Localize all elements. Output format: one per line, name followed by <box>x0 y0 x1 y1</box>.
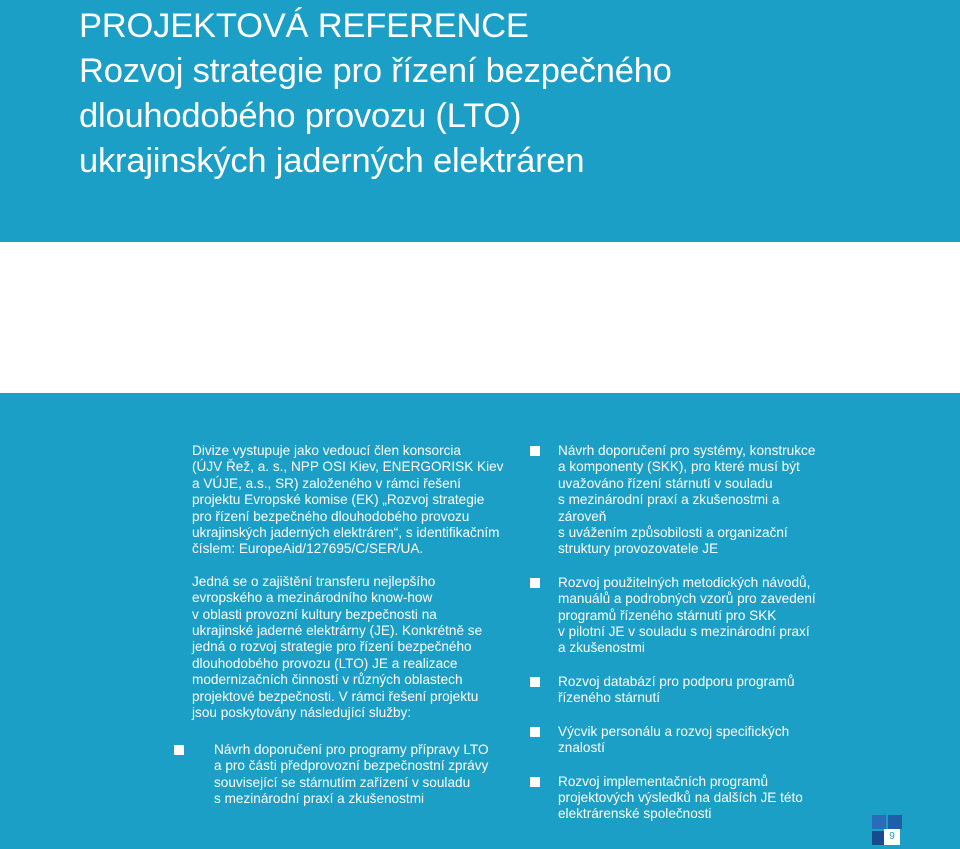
bullet-square-icon <box>530 677 540 687</box>
title-line: ukrajinských jaderných elektráren <box>79 142 585 180</box>
list-item <box>536 443 826 558</box>
intro-paragraph: Divize vystupuje jako vedoucí člen konsorcia (ÚJV Řež, a. s., NPP OSI Kiev, ENERGORISK Kiev a VÚJE, a.s., SR) založeného v rámci řešení projektu Evropské komise (EK) „Rozvoj strategie pro řízení bezpečného dlouhodobého provozu ukrajinských jaderných elektráren“, s identifikačním číslem: EuropeAid/127695/C/SER/UA. <box>192 443 504 557</box>
list-item-text: Návrh doporučení pro programy přípravy LTO a pro části předprovozní bezpečnostní zprávy související se stárnutím zařízení v souladu s mezinárodní praxí a zkušenostmi <box>214 742 489 807</box>
bullet-square-icon <box>174 745 184 755</box>
list-item-text: Rozvoj databází pro podporu programů řízeného stárnutí <box>558 673 795 706</box>
detail-paragraph: Jedná se o zajištění transferu nejlepšího evropského a mezinárodního know-how v oblasti provozní kultury bezpečnosti na ukrajinské jaderné elektrárny (JE). Konkrétně se jedná o rozvoj strategie pro řízení bezpečného dlouhodobého provozu (LTO) JE a realizace modernizačních činností v různých oblastech projektové bezpečnosti. V rámci řešení projektu jsou poskytovány následující služby: <box>192 573 483 721</box>
logo-block <box>888 815 902 829</box>
logo-block <box>872 815 886 829</box>
left-bullet-list <box>192 742 522 808</box>
list-item <box>192 742 522 808</box>
list-item-text: Výcvik personálu a rozvoj specifických znalostí <box>558 723 790 756</box>
list-item <box>536 724 826 757</box>
list-item <box>536 774 826 823</box>
white-band <box>0 242 960 393</box>
title-line: Rozvoj strategie pro řízení bezpečného <box>79 52 672 90</box>
bullet-square-icon <box>530 727 540 737</box>
bullet-square-icon <box>530 578 540 588</box>
title-line: dlouhodobého provozu (LTO) <box>79 97 522 135</box>
bullet-square-icon <box>530 777 540 787</box>
bullet-square-icon <box>530 446 540 456</box>
left-column <box>192 443 512 722</box>
title-line: PROJEKTOVÁ REFERENCE <box>79 7 529 45</box>
list-item <box>536 674 826 707</box>
right-bullet-list <box>536 443 826 840</box>
page-number: 9 <box>884 829 900 845</box>
list-item <box>536 575 826 657</box>
list-item-text: Rozvoj implementačních programů projektových výsledků na dalších JE této elektrárenské společnosti <box>558 773 803 822</box>
list-item-text: Návrh doporučení pro systémy, konstrukce a komponenty (SKK), pro které musí být uvažováno řízení stárnutí v souladu s mezinárodní praxí a zkušenostmi a zároveň s uvážením způsobilosti a organizační struktury provozovatele JE <box>558 443 816 557</box>
list-item-text: Rozvoj použitelných metodických návodů, manuálů a podrobných vzorů pro zavedení programů řízeného stárnutí pro SKK v pilotní JE v souladu s mezinárodní praxí a zkušenostmi <box>558 574 816 656</box>
page-title <box>79 4 672 184</box>
